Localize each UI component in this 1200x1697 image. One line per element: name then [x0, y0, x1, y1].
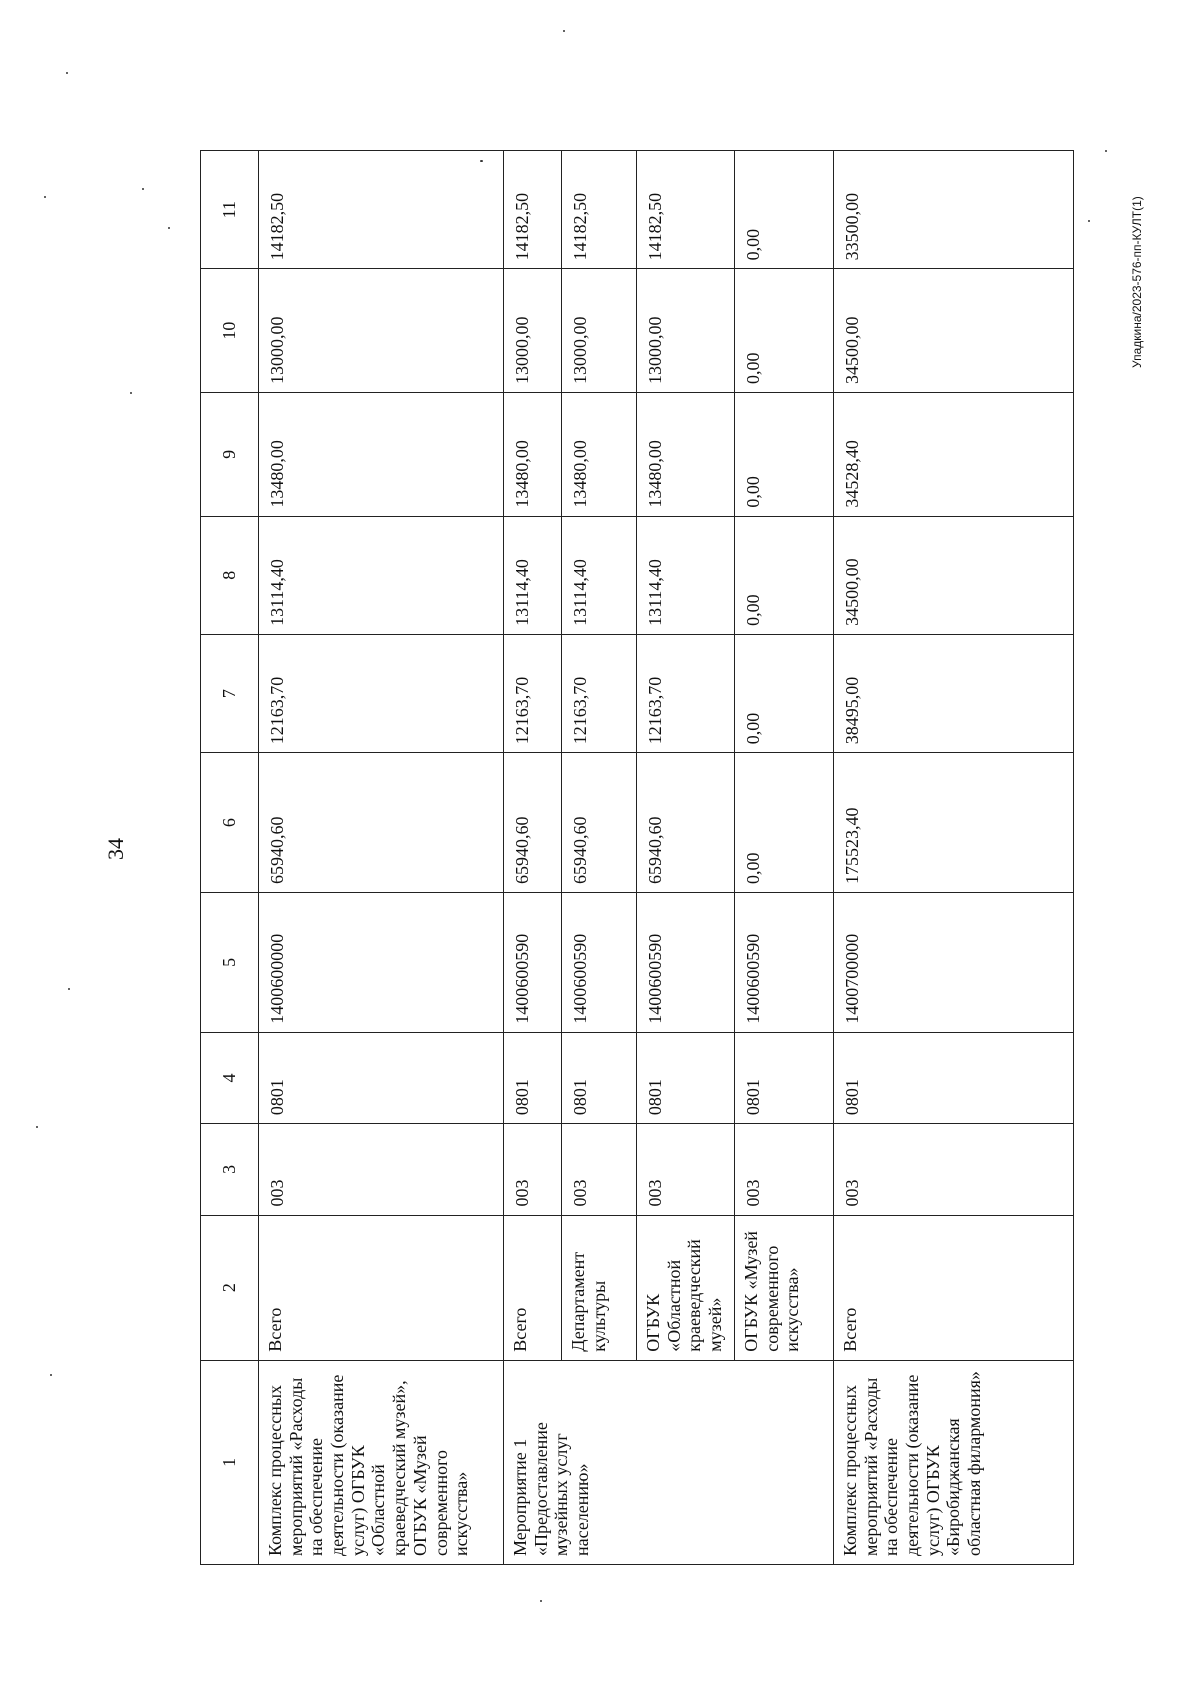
cell-grbs: 003	[562, 1124, 637, 1215]
cell-year3: 0,00	[735, 392, 834, 516]
cell-total: 175523,40	[834, 753, 1074, 893]
table-row	[259, 151, 504, 1565]
cell-total: 0,00	[735, 753, 834, 893]
column-header: 7	[201, 634, 259, 752]
cell-year4: 0,00	[735, 269, 834, 393]
column-header: 9	[201, 392, 259, 516]
cell-year4: 13000,00	[637, 269, 735, 393]
cell-year4: 13000,00	[259, 269, 504, 393]
cell-year5: 14182,50	[504, 151, 562, 269]
cell-year5: 0,00	[735, 151, 834, 269]
cell-year5: 14182,50	[259, 151, 504, 269]
program-name: Комплекс процессных мероприятий «Расходы на обеспечение деятельности (оказание услуг) ОГБУК «Областной краеведческий музей», ОГБУК «Музей современного искусства»	[259, 1360, 504, 1564]
cell-year2: 13114,40	[259, 516, 504, 634]
cell-year1: 12163,70	[562, 634, 637, 752]
table-row	[834, 151, 1074, 1565]
cell-year4: 13000,00	[562, 269, 637, 393]
row-label: Департамент культуры	[562, 1215, 637, 1360]
table-row	[504, 151, 562, 1565]
cell-year1: 0,00	[735, 634, 834, 752]
cell-rzpr: 0801	[504, 1032, 562, 1123]
cell-grbs: 003	[637, 1124, 735, 1215]
document-footer: Упадкина/2023-576-пп-КУЛТ(1)	[1130, 196, 1144, 368]
cell-total: 65940,60	[504, 753, 562, 893]
column-header: 2	[201, 1215, 259, 1360]
table-row	[637, 151, 735, 1565]
cell-year2: 34500,00	[834, 516, 1074, 634]
cell-csr: 1400600000	[259, 892, 504, 1032]
cell-rzpr: 0801	[259, 1032, 504, 1123]
cell-total: 65940,60	[259, 753, 504, 893]
budget-table	[200, 150, 1074, 1565]
cell-total: 65940,60	[637, 753, 735, 893]
cell-csr: 1400600590	[504, 892, 562, 1032]
program-name: Мероприятие 1 «Предоставление музейных услуг населению»	[504, 1360, 834, 1564]
cell-year1: 12163,70	[504, 634, 562, 752]
cell-year1: 12163,70	[637, 634, 735, 752]
cell-year2: 13114,40	[637, 516, 735, 634]
cell-year1: 12163,70	[259, 634, 504, 752]
cell-csr: 1400600590	[735, 892, 834, 1032]
column-header: 11	[201, 151, 259, 269]
budget-table-rotated	[200, 150, 1073, 1565]
row-label: Всего	[259, 1215, 504, 1360]
program-name: Комплекс процессных мероприятий «Расходы на обеспечение деятельности (оказание услуг) ОГБУК «Биробиджанская областная филармония»	[834, 1360, 1074, 1564]
cell-rzpr: 0801	[637, 1032, 735, 1123]
cell-year3: 13480,00	[504, 392, 562, 516]
row-label: Всего	[504, 1215, 562, 1360]
cell-year4: 13000,00	[504, 269, 562, 393]
cell-csr: 1400600590	[562, 892, 637, 1032]
page-number: 34	[103, 838, 128, 860]
column-header: 6	[201, 753, 259, 893]
cell-total: 65940,60	[562, 753, 637, 893]
cell-csr: 1400700000	[834, 892, 1074, 1032]
cell-rzpr: 0801	[735, 1032, 834, 1123]
cell-year2: 0,00	[735, 516, 834, 634]
cell-year1: 38495,00	[834, 634, 1074, 752]
cell-grbs: 003	[735, 1124, 834, 1215]
cell-year5: 14182,50	[562, 151, 637, 269]
cell-year5: 14182,50	[637, 151, 735, 269]
table-row	[735, 151, 834, 1565]
cell-grbs: 003	[834, 1124, 1074, 1215]
row-label: ОГБУК «Музей современного искусства»	[735, 1215, 834, 1360]
cell-year2: 13114,40	[504, 516, 562, 634]
cell-csr: 1400600590	[637, 892, 735, 1032]
row-label: ОГБУК «Областной краеведческий музей»	[637, 1215, 735, 1360]
cell-grbs: 003	[259, 1124, 504, 1215]
column-header: 5	[201, 892, 259, 1032]
column-header: 10	[201, 269, 259, 393]
cell-grbs: 003	[504, 1124, 562, 1215]
column-header: 3	[201, 1124, 259, 1215]
cell-year5: 33500,00	[834, 151, 1074, 269]
table-row	[562, 151, 637, 1565]
cell-year3: 13480,00	[637, 392, 735, 516]
cell-year3: 13480,00	[259, 392, 504, 516]
cell-year2: 13114,40	[562, 516, 637, 634]
column-header: 1	[201, 1360, 259, 1564]
cell-year4: 34500,00	[834, 269, 1074, 393]
column-header: 4	[201, 1032, 259, 1123]
cell-rzpr: 0801	[562, 1032, 637, 1123]
cell-year3: 13480,00	[562, 392, 637, 516]
column-header: 8	[201, 516, 259, 634]
cell-year3: 34528,40	[834, 392, 1074, 516]
header-row	[201, 151, 259, 1565]
cell-rzpr: 0801	[834, 1032, 1074, 1123]
row-label: Всего	[834, 1215, 1074, 1360]
